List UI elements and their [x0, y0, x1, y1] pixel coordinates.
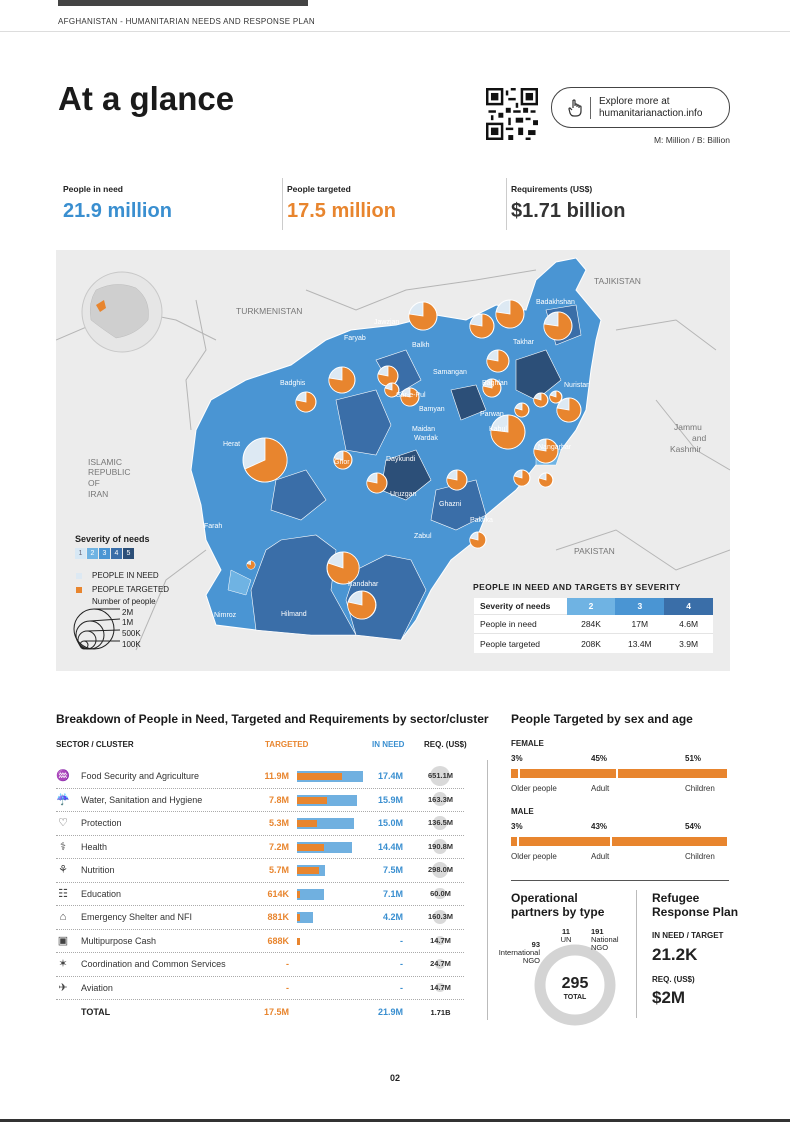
legend-swatch: [76, 573, 82, 579]
sector-in-need: -: [400, 982, 403, 993]
province-label: Badakhshan: [536, 299, 575, 306]
sector-targeted: 5.3M: [268, 818, 289, 828]
refugee-divider: [636, 890, 637, 1018]
top-accent-bar: [58, 0, 308, 6]
sex-age-divider: [511, 880, 729, 881]
female-bar: [511, 769, 727, 778]
targeted-bar: [297, 891, 300, 898]
male-label: MALE: [511, 807, 534, 816]
page-number: 02: [389, 1073, 400, 1083]
sector-in-need: 14.4M: [377, 841, 403, 852]
sector-name: Emergency Shelter and NFI: [81, 912, 193, 922]
severity-table: [474, 598, 713, 653]
protection-icon: ♡: [58, 817, 68, 829]
legend-people-targeted: [76, 585, 169, 594]
refugee-title-line: Response Plan: [652, 905, 739, 919]
bar-segment-divider: [610, 837, 612, 846]
refugee-title: [652, 891, 738, 919]
explore-separator: [590, 97, 591, 119]
nat-text: NGO: [591, 943, 609, 952]
partners-total-label: TOTAL: [563, 994, 587, 1001]
province-label: Baghlan: [482, 380, 508, 387]
bar-segment-divider: [517, 837, 519, 846]
breakdown-row: [56, 789, 464, 813]
female-pct-adult: 45%: [591, 754, 608, 763]
map-label-turkmenistan: TURKMENISTAN: [236, 306, 303, 316]
sector-in-need: 7.1M: [382, 888, 403, 899]
province-label: Kandahar: [348, 581, 379, 588]
province-label: Maidan: [412, 426, 435, 433]
severity-row-label: People in need: [480, 619, 537, 629]
hand-pointer-icon: [562, 99, 588, 117]
severity-swatch: 1: [75, 548, 86, 559]
severity-row-label: People targeted: [480, 638, 541, 649]
intl-text: NGO: [522, 956, 540, 965]
severity-level-4: 4: [664, 598, 713, 615]
breakdown-row: [56, 953, 464, 977]
female-label: FEMALE: [511, 739, 544, 748]
map-label-jammu-2: and: [692, 433, 707, 443]
map-label-pakistan: PAKISTAN: [574, 546, 615, 556]
refugee-req-label: REQ. (US$): [652, 975, 695, 984]
severity-legend-scale: [75, 548, 135, 559]
sector-targeted: -: [286, 982, 289, 993]
province-label: Wardak: [414, 435, 438, 442]
sector-req: 190.8M: [427, 841, 454, 851]
sector-req: 60.0M: [430, 888, 451, 898]
severity-legend-title: Severity of needs: [75, 534, 150, 544]
targeted-bar: [297, 773, 342, 780]
operational-title-line: partners by type: [511, 905, 605, 919]
sector-req: 14.7M: [430, 935, 451, 945]
severity-cell: 284K: [581, 619, 601, 629]
sector-targeted: 7.8M: [268, 794, 289, 805]
map-label-iran-4: IRAN: [88, 489, 109, 499]
sector-req: 163.3M: [427, 794, 454, 804]
severity-table-header: [474, 598, 713, 615]
refugee-need-label: IN NEED / TARGET: [652, 931, 724, 940]
male-pct-adult: 43%: [591, 822, 608, 831]
kpi-people-in-need: [58, 178, 278, 230]
kpi-value: $1.71 billion: [511, 200, 626, 222]
province-label: Zabul: [414, 533, 432, 540]
un-label: [560, 928, 572, 944]
province-label: Paktika: [470, 517, 493, 524]
food-icon: ♒: [56, 770, 70, 782]
inset-globe-icon: [82, 272, 162, 352]
map-label-iran-2: REPUBLIC: [88, 467, 131, 477]
cat-adult: Adult: [591, 784, 610, 793]
province-label: Farah: [204, 523, 223, 530]
breakdown-row: [56, 836, 464, 860]
province-label: Nuristan: [564, 382, 591, 389]
sex-age-title: People Targeted by sex and age: [511, 712, 693, 726]
severity-cell: 13.4M: [628, 638, 652, 649]
sector-req: 651.1M: [427, 771, 454, 780]
sector-targeted: 881K: [267, 912, 289, 922]
cat-older: Older people: [511, 784, 557, 793]
qr-code-icon[interactable]: [486, 88, 538, 140]
intl-ngo-label: [494, 941, 540, 965]
sector-req: 136.5M: [427, 818, 454, 827]
cat-older: Older people: [511, 852, 557, 861]
header-divider: [0, 31, 790, 32]
sector-in-need: -: [400, 935, 403, 946]
sector-in-need: 15.0M: [377, 818, 403, 828]
cash-icon: ▣: [57, 934, 69, 947]
severity-cell: 3.9M: [679, 638, 699, 649]
breakdown-row: [56, 906, 464, 930]
province-label: Nimroz: [214, 612, 237, 619]
sector-req: 14.7M: [430, 982, 451, 992]
sector-targeted: 11.9M: [264, 771, 289, 781]
sector-name: Water, Sanitation and Hygiene: [81, 794, 203, 805]
province-label: Takhar: [513, 339, 535, 346]
province-label: Faryab: [344, 335, 366, 342]
sector-req: 298.0M: [427, 865, 454, 874]
refugee-title-line: Refugee: [652, 891, 700, 905]
bar-segment-divider: [518, 769, 520, 778]
size-legend-label: 100K: [122, 640, 141, 649]
map-label-iran-1: ISLAMIC: [88, 457, 123, 467]
sector-name: Protection: [81, 818, 122, 828]
province-label: Kabul: [489, 426, 507, 433]
targeted-bar: [297, 797, 327, 804]
province-label: Bamyan: [419, 406, 445, 413]
education-icon: ☷: [58, 887, 68, 900]
cat-children: Children: [685, 852, 715, 861]
severity-table-title: PEOPLE IN NEED AND TARGETS BY SEVERITY: [473, 582, 681, 592]
in-need-bar: [297, 889, 324, 900]
legend-number-of-people: Number of people: [92, 597, 156, 606]
sector-in-need: 4.2M: [382, 912, 403, 922]
water-icon: ☔: [56, 793, 70, 806]
section-divider: [487, 760, 488, 1020]
plan-title: AFGHANISTAN - HUMANITARIAN NEEDS AND RESPONSE PLAN: [58, 17, 315, 26]
total-label: TOTAL: [81, 1007, 111, 1017]
nutrition-icon: ⚘: [58, 864, 68, 876]
map-label-tajikistan: TAJIKISTAN: [594, 276, 641, 286]
severity-level-3: 3: [615, 598, 664, 615]
col-req: REQ. (US$): [424, 740, 467, 749]
sector-in-need: 17.4M: [377, 771, 403, 781]
sector-name: Nutrition: [81, 865, 115, 875]
targeted-bar: [297, 914, 300, 921]
sector-in-need: 15.9M: [377, 794, 403, 805]
size-legend-label: 2M: [122, 608, 134, 617]
operational-title-line: Operational: [511, 891, 578, 905]
kpi-requirements: [506, 178, 726, 230]
sector-name: Multipurpose Cash: [81, 935, 157, 946]
sector-name: Coordination and Common Services: [81, 959, 226, 969]
province-label: Ghazni: [439, 501, 462, 508]
province-label: Herat: [223, 441, 241, 448]
severity-row-targeted: [474, 634, 713, 653]
sector-name: Aviation: [81, 982, 113, 993]
legend-people-in-need: [76, 571, 159, 580]
cat-children: Children: [685, 784, 715, 793]
sector-in-need: -: [400, 959, 403, 969]
female-pct-older: 3%: [511, 754, 523, 763]
col-in-need: IN NEED: [372, 740, 405, 749]
col-sector: SECTOR / CLUSTER: [56, 740, 134, 749]
breakdown-row: [56, 765, 464, 789]
col-targeted: TARGETED: [265, 740, 309, 749]
province-label: Daykundi: [386, 456, 416, 463]
kpi-label: People in need: [63, 184, 123, 194]
explore-link[interactable]: humanitarianaction.info: [599, 107, 703, 119]
total-req: 1.71B: [430, 1008, 451, 1017]
male-bar: [511, 837, 727, 846]
targeted-bar: [297, 820, 317, 827]
targeted-bar: [297, 844, 324, 851]
kpi-value: 17.5 million: [287, 200, 396, 222]
health-icon: ⚕: [60, 840, 66, 853]
bar-segment-divider: [616, 769, 618, 778]
sector-name: Education: [81, 888, 122, 899]
partners-donut-chart: [533, 943, 617, 1027]
nat-text: National: [591, 935, 619, 944]
targeted-bar: [297, 938, 300, 945]
breakdown-row: [56, 883, 464, 907]
legend-label: PEOPLE IN NEED: [92, 571, 159, 580]
total-targeted: 17.5M: [263, 1007, 289, 1017]
units-note: M: Million / B: Billion: [653, 135, 730, 145]
shelter-icon: ⌂: [59, 911, 67, 923]
intl-text: International: [498, 948, 540, 957]
province-label: Nangarhar: [538, 444, 572, 451]
un-count: 11: [562, 927, 570, 936]
explore-line-1: Explore more at: [599, 95, 670, 107]
breakdown-total-row: [56, 1004, 464, 1022]
sector-targeted: -: [286, 959, 289, 969]
nat-count: 191: [591, 927, 604, 936]
intl-count: 93: [531, 940, 540, 949]
province-label: Balkh: [412, 342, 430, 349]
breakdown-title: Breakdown of People in Need, Targeted and Requirements by sector/cluster: [56, 712, 489, 726]
male-pct-children: 54%: [685, 822, 702, 831]
province-label: Sar-e-Pul: [396, 392, 426, 399]
coordination-icon: ✶: [58, 958, 68, 970]
severity-cell: 4.6M: [679, 619, 699, 629]
kpi-people-targeted: [282, 178, 502, 230]
map-label-jammu-3: Kashmir: [670, 444, 702, 454]
female-breakdown: [511, 739, 727, 796]
size-legend-label: 500K: [122, 629, 141, 638]
un-text: UN: [560, 935, 572, 944]
targeted-bar: [297, 867, 319, 874]
severity-header-label: Severity of needs: [480, 601, 551, 611]
province-label: Jawzjan: [374, 319, 400, 326]
legend-label: PEOPLE TARGETED: [92, 585, 170, 594]
male-pct-older: 3%: [511, 822, 523, 831]
severity-cell: 208K: [581, 638, 601, 649]
sector-targeted: 614K: [267, 888, 289, 899]
breakdown-row: [56, 812, 464, 836]
refugee-req-value: $2M: [652, 988, 686, 1007]
total-in-need: 21.9M: [377, 1007, 403, 1017]
severity-cell: 17M: [631, 619, 649, 629]
province-label: Badghis: [280, 380, 306, 387]
male-breakdown: [511, 807, 727, 864]
explore-more-button[interactable]: [551, 87, 730, 128]
map-label-jammu-1: Jammu: [674, 422, 702, 432]
breakdown-row: [56, 930, 464, 954]
severity-swatch: 2: [87, 548, 98, 559]
severity-level-2: 2: [567, 598, 616, 615]
kpi-row: [58, 178, 730, 230]
sector-targeted: 7.2M: [268, 841, 289, 852]
sector-name: Health: [81, 841, 108, 852]
operational-title: [511, 891, 604, 919]
sector-targeted: 5.7M: [268, 865, 289, 875]
breakdown-row: [56, 977, 464, 1001]
province-label: Uruzgan: [390, 491, 417, 498]
size-legend-circles: [70, 607, 190, 653]
kpi-value: 21.9 million: [63, 200, 172, 222]
aviation-icon: ✈: [58, 981, 68, 994]
province-label: Parwan: [480, 411, 504, 418]
severity-swatch: 3: [99, 548, 110, 559]
sector-name: Food Security and Agriculture: [81, 771, 200, 781]
map-label-iran-3: OF: [88, 478, 100, 488]
refugee-need-value: 21.2K: [652, 945, 698, 964]
severity-swatch: 5: [123, 548, 134, 559]
kpi-label: Requirements (US$): [511, 184, 593, 194]
province-label: Samangan: [433, 369, 467, 376]
sector-targeted: 688K: [267, 935, 289, 946]
severity-swatch: 4: [111, 548, 122, 559]
province-label: Ghor: [334, 459, 350, 466]
sector-in-need: 7.5M: [382, 865, 403, 875]
legend-swatch: [76, 587, 82, 593]
breakdown-row: [56, 859, 464, 883]
female-pct-children: 51%: [685, 754, 702, 763]
severity-row-in-need: [474, 615, 713, 634]
page-title: At a glance: [58, 80, 235, 117]
province-label: Hilmand: [281, 611, 307, 618]
kpi-label: People targeted: [287, 184, 351, 194]
national-ngo-label: [591, 928, 619, 952]
partners-total: 295: [561, 975, 589, 992]
sector-req: 160.3M: [427, 912, 454, 921]
cat-adult: Adult: [591, 852, 610, 861]
sector-req: 24.7M: [430, 959, 451, 968]
size-legend-label: 1M: [122, 618, 134, 627]
